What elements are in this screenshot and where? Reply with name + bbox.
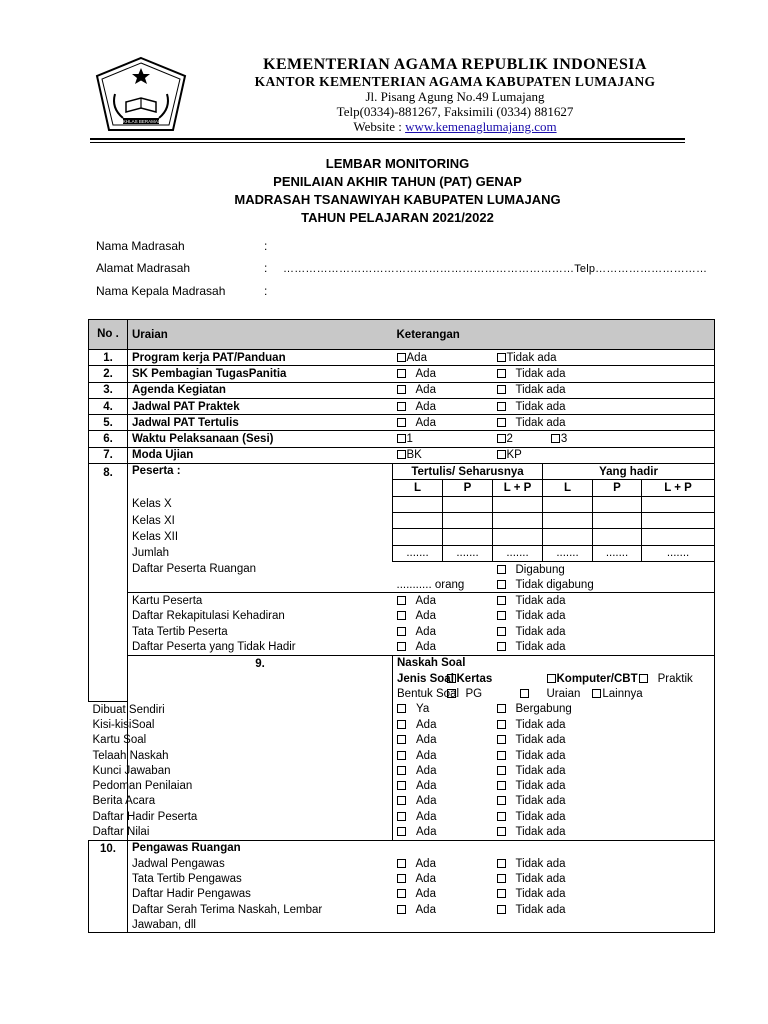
row-label-continued: Jawaban, dll — [128, 917, 393, 933]
option-ada: Ada — [416, 718, 437, 731]
table-row — [89, 809, 715, 824]
col-lp: L + P — [493, 480, 543, 496]
checkbox-ada[interactable] — [397, 827, 406, 836]
jumlah-cell[interactable]: ....... — [642, 545, 715, 561]
option-tidak-ada: Tidak ada — [515, 384, 566, 397]
table-header — [89, 320, 715, 350]
checkbox-tidak-ada[interactable] — [497, 874, 506, 883]
website-label: Website : — [353, 119, 402, 134]
table-row-jumlah — [89, 545, 715, 561]
option-lainnya: Lainnya — [602, 687, 643, 700]
table-row-peserta — [89, 464, 715, 480]
checkbox-tidak-ada[interactable] — [497, 385, 506, 394]
header-keterangan: Keterangan — [393, 320, 715, 350]
table-row — [89, 398, 715, 414]
option-tidak-ada: Tidak ada — [515, 872, 566, 885]
row-label: Jadwal Pengawas — [132, 857, 225, 870]
option-tidak-ada: Tidak ada — [515, 400, 566, 413]
option-kertas: Kertas — [456, 672, 493, 685]
option-bergabung: Bergabung — [515, 703, 572, 716]
option-ada: Ada — [415, 384, 436, 397]
option-tidak-digabung: Tidak digabung — [515, 578, 594, 591]
office-name: KANTOR KEMENTERIAN AGAMA KABUPATEN LUMAJANG — [254, 74, 656, 89]
row-label: Pengawas Ruangan — [132, 842, 241, 855]
option-ya: Ya — [416, 703, 430, 716]
option-tidak-ada: Tidak ada — [515, 857, 566, 870]
jumlah-cell[interactable]: ....... — [493, 545, 543, 561]
option-tidak-ada: Tidak ada — [515, 903, 566, 916]
count-cell[interactable] — [443, 529, 493, 545]
row-no: 1. — [89, 350, 128, 366]
checkbox-ada[interactable] — [397, 812, 406, 821]
jumlah-cell[interactable]: ....... — [393, 545, 443, 561]
option-ada: Ada — [416, 810, 437, 823]
checkbox-ada[interactable] — [397, 859, 406, 868]
table-row — [89, 447, 715, 463]
checkbox-kp[interactable] — [497, 450, 506, 459]
checkbox-tidak-ada[interactable] — [497, 796, 506, 805]
table-row — [89, 779, 715, 794]
table-row — [89, 382, 715, 398]
checkbox-sesi-2[interactable] — [497, 434, 506, 443]
option-ada: Ada — [415, 610, 436, 623]
row-no: 2. — [89, 366, 128, 382]
option-ada: Ada — [416, 795, 437, 808]
row-label: Daftar Hadir Pengawas — [132, 888, 251, 901]
logo-motto: IKHLAS BERAMAL — [121, 119, 161, 124]
jumlah-cell[interactable]: ....... — [543, 545, 593, 561]
doc-title-3: MADRASAH TSANAWIYAH KABUPATEN LUMAJANG — [234, 192, 561, 207]
count-cell[interactable] — [593, 496, 642, 512]
option-tidak-ada: Tidak ada — [515, 734, 566, 747]
count-cell[interactable] — [493, 496, 543, 512]
checkbox-ada[interactable] — [397, 889, 406, 898]
checkbox-ya[interactable] — [397, 704, 406, 713]
row-label: Tata Tertib Pengawas — [132, 872, 242, 885]
option-tidak-ada: Tidak ada — [515, 640, 566, 653]
option-sesi-1: 1 — [406, 433, 413, 446]
checkbox-ada[interactable] — [397, 874, 406, 883]
ministry-name: KEMENTERIAN AGAMA REPUBLIK INDONESIA — [263, 56, 647, 73]
kelas-label: Kelas XII — [132, 530, 179, 543]
option-ada: Ada — [415, 857, 436, 870]
option-ada: Ada — [415, 400, 436, 413]
option-tidak-ada: Tidak ada — [515, 718, 566, 731]
option-ada: Ada — [416, 780, 437, 793]
checkbox-ada[interactable] — [397, 781, 406, 790]
option-digabung: Digabung — [515, 563, 565, 576]
row-label: Kisi-kisiSoal — [92, 718, 155, 731]
row-label: Daftar Peserta yang Tidak Hadir — [128, 639, 393, 655]
table-row — [89, 415, 715, 431]
row-label: Daftar Peserta Ruangan — [132, 563, 257, 576]
row-label: Kartu Soal — [92, 734, 147, 747]
row-no: 3. — [89, 382, 128, 398]
option-tidak-ada: Tidak ada — [515, 810, 566, 823]
checkbox-tidak-ada[interactable] — [497, 905, 506, 914]
option-tidak-ada: Tidak ada — [515, 795, 566, 808]
checkbox-digabung[interactable] — [497, 565, 506, 574]
option-sesi-2: 2 — [506, 433, 513, 446]
table-row — [89, 624, 715, 639]
table-row — [89, 871, 715, 886]
table-row — [89, 902, 715, 917]
checkbox-ada[interactable] — [397, 385, 406, 394]
row-label: Daftar Hadir Peserta — [92, 810, 198, 823]
option-komputer: Komputer/CBT — [556, 672, 638, 685]
checkbox-tidak-ada[interactable] — [497, 627, 506, 636]
row-no: 8. — [89, 464, 128, 702]
option-praktik: Praktik — [657, 672, 693, 685]
count-cell[interactable] — [493, 529, 543, 545]
count-cell[interactable] — [393, 529, 443, 545]
checkbox-bk[interactable] — [397, 450, 406, 459]
checkbox-ada[interactable] — [397, 418, 406, 427]
checkbox-kertas[interactable] — [447, 674, 456, 683]
field-nama-kepala: Nama Kepala Madrasah — [96, 284, 226, 298]
count-cell[interactable] — [543, 512, 593, 528]
row-label: Telaah Naskah — [92, 749, 169, 762]
row-label: Jadwal PAT Tertulis — [128, 415, 393, 431]
checkbox-ada[interactable] — [397, 642, 406, 651]
field-colon: : — [264, 261, 268, 275]
row-no: 6. — [89, 431, 128, 447]
row-no: 9. — [128, 655, 393, 840]
option-ada: Ada — [415, 416, 436, 429]
checkbox-ada[interactable] — [397, 735, 406, 744]
table-row — [89, 917, 715, 933]
checkbox-ada[interactable] — [397, 611, 406, 620]
option-tidak-ada: Tidak ada — [515, 780, 566, 793]
header-no: No . — [89, 320, 128, 350]
count-cell[interactable] — [443, 496, 493, 512]
count-cell[interactable] — [393, 496, 443, 512]
checkbox-tidak-ada[interactable] — [497, 369, 506, 378]
table-row — [89, 887, 715, 902]
col-l: L — [543, 480, 593, 496]
header-uraian: Uraian — [128, 320, 393, 350]
table-row-kelas — [89, 496, 715, 512]
option-ada: Ada — [415, 888, 436, 901]
row-label: Moda Ujian — [128, 447, 393, 463]
table-row-pengawas — [89, 840, 715, 856]
row-label: Waktu Pelaksanaan (Sesi) — [128, 431, 393, 447]
count-cell[interactable] — [642, 512, 715, 528]
checkbox-tidak-ada[interactable] — [497, 781, 506, 790]
checkbox-tidak-ada[interactable] — [497, 642, 506, 651]
row-label: Daftar Rekapitulasi Kehadiran — [132, 610, 285, 623]
option-tidak-ada: Tidak ada — [515, 416, 566, 429]
checkbox-praktik[interactable] — [639, 674, 648, 683]
kelas-label: Kelas X — [132, 498, 172, 511]
option-tidak-ada: Tidak ada — [515, 625, 566, 638]
checkbox-ada[interactable] — [397, 720, 406, 729]
option-ada: Ada — [415, 903, 436, 916]
option-pg: PG — [465, 687, 483, 700]
table-row — [89, 593, 715, 609]
field-colon: : — [264, 284, 268, 298]
checkbox-tidak-ada[interactable] — [497, 889, 506, 898]
option-tidak-ada: Tidak ada — [515, 764, 566, 777]
option-ada: Ada — [415, 595, 436, 608]
checkbox-ada[interactable] — [397, 627, 406, 636]
row-label: Dibuat Sendiri — [92, 703, 165, 716]
option-tidak-ada: Tidak ada — [515, 367, 566, 380]
row-label: Daftar Serah Terima Naskah, Lembar — [132, 903, 323, 916]
row-no: 7. — [89, 447, 128, 463]
option-tidak-ada: Tidak ada — [515, 610, 566, 623]
checkbox-ada[interactable] — [397, 905, 406, 914]
row-label: SK Pembagian TugasPanitia — [128, 366, 393, 382]
option-tidak-ada: Tidak ada — [515, 826, 566, 839]
table-row — [89, 350, 715, 366]
checkbox-ada[interactable] — [397, 751, 406, 760]
group-tertulis: Tertulis/ Seharusnya — [393, 464, 543, 480]
option-tidak-ada: Tidak ada — [515, 749, 566, 762]
doc-title-2: PENILAIAN AKHIR TAHUN (PAT) GENAP — [273, 174, 522, 189]
checkbox-tidak-ada[interactable] — [497, 751, 506, 760]
jumlah-cell[interactable]: ....... — [443, 545, 493, 561]
orang-count[interactable]: ........... orang — [393, 577, 493, 593]
checkbox-tidak-ada[interactable] — [497, 720, 506, 729]
table-row-kelas — [89, 529, 715, 545]
kemenag-logo — [93, 56, 189, 136]
checkbox-tidak-digabung[interactable] — [497, 580, 506, 589]
row-label: Pedoman Penilaian — [92, 780, 193, 793]
checkbox-tidak-ada[interactable] — [497, 735, 506, 744]
office-address: Jl. Pisang Agung No.49 Lumajang — [365, 89, 545, 104]
row-label: Naskah Soal — [397, 657, 466, 670]
checkbox-bergabung[interactable] — [497, 704, 506, 713]
count-cell[interactable] — [543, 529, 593, 545]
letterhead-rule-thick — [90, 138, 685, 140]
checkbox-ada[interactable] — [397, 796, 406, 805]
jumlah-label: Jumlah — [132, 547, 170, 560]
alamat-dotted-line[interactable]: ……………………………………………………………………Telp………………………… — [283, 263, 708, 275]
office-website — [200, 120, 710, 133]
row-no: 5. — [89, 415, 128, 431]
table-row-naskah — [89, 655, 715, 671]
count-cell[interactable] — [642, 529, 715, 545]
checkbox-tidak-ada[interactable] — [497, 812, 506, 821]
option-ada: Ada — [415, 872, 436, 885]
row-label: Daftar Nilai — [89, 824, 128, 840]
count-cell[interactable] — [393, 512, 443, 528]
option-bk: BK — [406, 449, 422, 462]
table-row — [89, 856, 715, 871]
checkbox-tidak-ada[interactable] — [497, 859, 506, 868]
field-alamat-madrasah: Alamat Madrasah — [96, 261, 191, 275]
row-no: 10. — [89, 840, 128, 933]
field-colon: : — [264, 239, 268, 253]
checkbox-tidak-ada[interactable] — [497, 418, 506, 427]
col-lp: L + P — [642, 480, 715, 496]
checkbox-komputer[interactable] — [547, 674, 556, 683]
option-ada: Ada — [415, 367, 436, 380]
table-row — [89, 639, 715, 655]
checkbox-tidak-ada[interactable] — [497, 596, 506, 605]
checkbox-ada[interactable] — [397, 369, 406, 378]
option-ada: Ada — [416, 826, 437, 839]
checkbox-lainnya[interactable] — [592, 689, 601, 698]
table-row — [89, 366, 715, 382]
col-l: L — [393, 480, 443, 496]
table-row — [89, 431, 715, 447]
checkbox-ada[interactable] — [397, 353, 406, 362]
row-label: Agenda Kegiatan — [128, 382, 393, 398]
jumlah-cell[interactable]: ....... — [593, 545, 642, 561]
count-cell[interactable] — [593, 529, 642, 545]
row-label: Bentuk Soal — [397, 687, 460, 700]
option-sesi-3: 3 — [560, 433, 568, 446]
checkbox-sesi-1[interactable] — [397, 434, 406, 443]
checkbox-ada[interactable] — [397, 596, 406, 605]
doc-title-1: LEMBAR MONITORING — [325, 156, 470, 171]
option-ada: Ada — [406, 351, 427, 364]
table-row — [89, 577, 715, 593]
checkbox-uraian[interactable] — [520, 689, 529, 698]
count-cell[interactable] — [493, 512, 543, 528]
option-ada: Ada — [416, 764, 437, 777]
row-label: Peserta : — [132, 465, 181, 478]
row-label: Jadwal PAT Praktek — [128, 398, 393, 414]
checkbox-tidak-ada[interactable] — [497, 402, 506, 411]
option-tidak-ada: Tidak ada — [515, 595, 566, 608]
col-p: P — [593, 480, 642, 496]
monitoring-table — [88, 319, 715, 933]
checkbox-tidak-ada[interactable] — [497, 353, 506, 362]
checkbox-pg[interactable] — [447, 689, 456, 698]
checkbox-ada[interactable] — [397, 766, 406, 775]
row-label: Kartu Peserta — [132, 595, 203, 608]
option-ada: Ada — [415, 625, 436, 638]
letterhead-rule-thin — [90, 142, 685, 143]
group-yang-hadir: Yang hadir — [543, 464, 715, 480]
row-no: 4. — [89, 398, 128, 414]
table-row — [89, 561, 715, 577]
table-row-kelas — [89, 512, 715, 528]
checkbox-ada[interactable] — [397, 402, 406, 411]
office-phone: Telp(0334)-881267, Faksimili (0334) 881627 — [336, 104, 574, 119]
option-tidak-ada: Tidak ada — [515, 888, 566, 901]
row-label: Berita Acara — [92, 795, 156, 808]
col-p: P — [443, 480, 493, 496]
option-uraian: Uraian — [546, 687, 581, 700]
checkbox-tidak-ada[interactable] — [497, 611, 506, 620]
count-cell[interactable] — [593, 512, 642, 528]
kelas-label: Kelas XI — [132, 514, 175, 527]
checkbox-sesi-3[interactable] — [551, 434, 560, 443]
row-label: Program kerja PAT/Panduan — [128, 350, 393, 366]
website-link[interactable]: www.kemenaglumajang.com — [405, 119, 557, 134]
row-label: Tata Tertib Peserta — [132, 625, 228, 638]
count-cell[interactable] — [543, 496, 593, 512]
doc-title-4: TAHUN PELAJARAN 2021/2022 — [301, 210, 494, 225]
checkbox-tidak-ada[interactable] — [497, 827, 506, 836]
field-nama-madrasah: Nama Madrasah — [96, 239, 185, 253]
checkbox-tidak-ada[interactable] — [497, 766, 506, 775]
option-ada: Ada — [416, 734, 437, 747]
table-row — [89, 609, 715, 624]
count-cell[interactable] — [642, 496, 715, 512]
option-ada: Ada — [415, 640, 436, 653]
row-label: Jenis Soal — [397, 672, 454, 685]
row-label: Kunci Jawaban — [92, 764, 171, 777]
option-ada: Ada — [416, 749, 437, 762]
count-cell[interactable] — [443, 512, 493, 528]
option-tidak-ada: Tidak ada — [506, 351, 557, 364]
option-kp: KP — [506, 449, 522, 462]
